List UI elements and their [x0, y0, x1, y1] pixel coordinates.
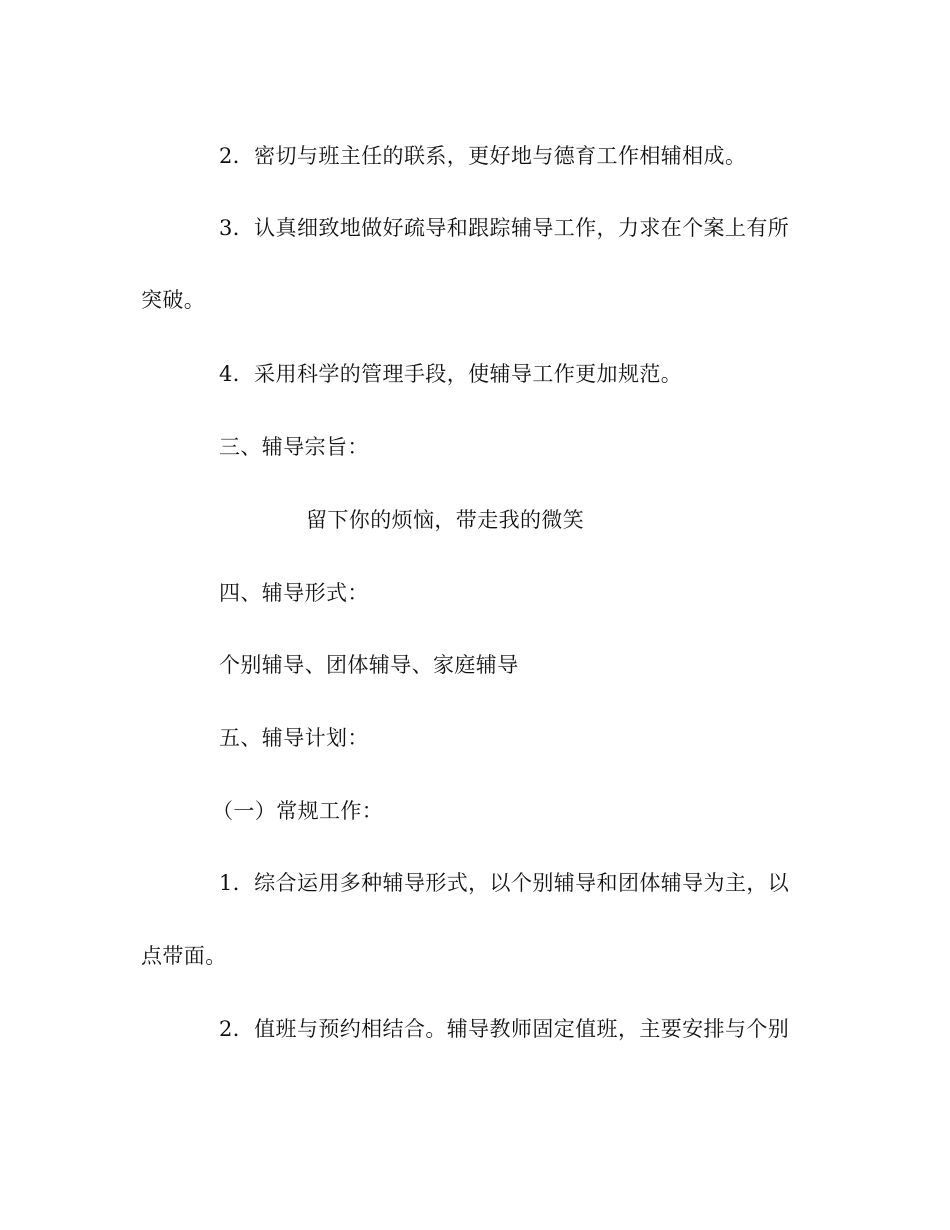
section-heading: 四、辅导形式：	[219, 581, 369, 605]
motto-line: 留下你的烦恼，带走我的微笑	[306, 508, 585, 532]
paragraph-line: 3．认真细致地做好疏导和跟踪辅导工作，力求在个案上有所	[219, 216, 790, 240]
paragraph-line: 突破。	[141, 288, 206, 312]
paragraph-line: 2．密切与班主任的联系，更好地与德育工作相辅相成。	[219, 144, 747, 168]
subsection-heading: （一）常规工作：	[212, 799, 384, 823]
paragraph-line: 点带面。	[141, 944, 227, 968]
paragraph-line: 个别辅导、团体辅导、家庭辅导	[219, 653, 519, 677]
paragraph-line: 2．值班与预约相结合。辅导教师固定值班，主要安排与个别	[219, 1017, 790, 1041]
section-heading: 五、辅导计划：	[219, 726, 369, 750]
section-heading: 三、辅导宗旨：	[219, 435, 369, 459]
paragraph-line: 4．采用科学的管理手段，使辅导工作更加规范。	[219, 362, 683, 386]
paragraph-line: 1．综合运用多种辅导形式，以个别辅导和团体辅导为主，以	[219, 871, 790, 895]
